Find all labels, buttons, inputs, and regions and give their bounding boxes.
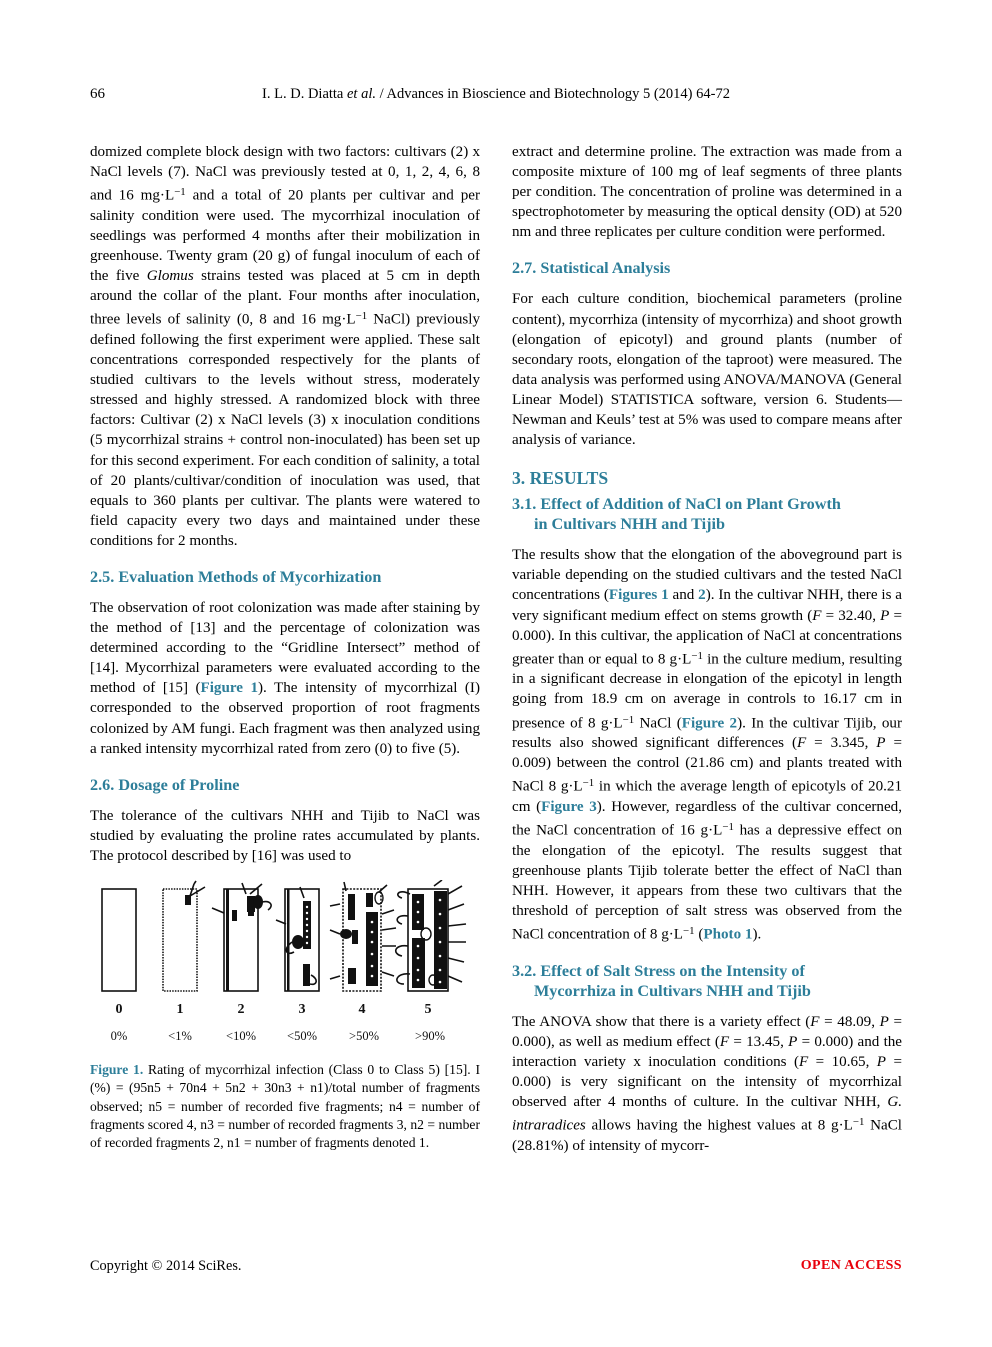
heading-2-5: 2.5. Evaluation Methods of Mycorhization (90, 568, 382, 586)
photo-1-reference[interactable]: Photo 1 (703, 926, 753, 943)
page-footer (90, 1258, 902, 1280)
stat-F-2: F (797, 735, 807, 752)
heading-3-2 (512, 961, 902, 1001)
svg-text:>90%: >90% (415, 1029, 445, 1044)
paragraph-proline-extraction: extract and determine proline. The extraction was made from a composite mixture of 100 mg of leaf segments of three plants per condition. The concentration of proline was determined in a spectrophotometer by measuring the optical density (OD) at 520 nm and three replicates per culture condition were performed. (512, 144, 902, 241)
stat-F-5: F (799, 1054, 809, 1070)
p3-o: ). (752, 926, 762, 943)
paragraph-methods-design (90, 142, 480, 551)
heading-3-results: 3. RESULTS (512, 468, 609, 489)
running-head-journal: / Advances in Bioscience and Biotechnology 5 (2014) 64-72 (376, 86, 730, 102)
p3-h: ). In the cultivar Tijib, our results also showed significant differences ( (512, 715, 902, 752)
p4-d: = 13.45, (729, 1033, 789, 1050)
p3-g: NaCl ( (634, 715, 682, 732)
paragraph-evaluation-methods (90, 598, 480, 759)
par2-text-a: The observation of root colonization was made after staining by the method of [13] and the percentage of colonization was determined according to the “Gridline Intersect” method of [14]. Mycorrhizal parameters were evaluated according to the method of [15] ( (90, 600, 480, 697)
paragraph-dosage-proline: The tolerance of the cultivars NHH and Tijib to NaCl was studied by evaluating the proline rates accumulated by plants. The protocol described by [16] was used to (90, 807, 480, 864)
superscript-minus-one-6: −1 (722, 821, 734, 834)
svg-text:3: 3 (298, 1002, 306, 1018)
open-access-badge: OPEN ACCESS (800, 1258, 902, 1273)
figure-3-reference[interactable]: Figure 3 (541, 799, 597, 816)
svg-text:<10%: <10% (226, 1029, 256, 1044)
running-head-authors: I. L. D. Diatta (262, 86, 347, 102)
svg-text:<1%: <1% (168, 1029, 192, 1044)
genus-glomus: Glomus (146, 268, 194, 285)
svg-text:2: 2 (237, 1002, 245, 1018)
superscript-minus-one-4: −1 (622, 713, 635, 726)
svg-text:<50%: <50% (287, 1029, 317, 1044)
stat-P-5: P (876, 1054, 887, 1070)
copyright-notice: Copyright © 2014 SciRes. (90, 1258, 242, 1274)
heading-2-7: 2.7. Statistical Analysis (512, 259, 671, 278)
svg-text:>50%: >50% (349, 1029, 379, 1044)
figure-1-caption-label: Figure 1. (90, 1062, 144, 1078)
p3-l: ). However, regardless of the cultivar concerned, the NaCl concentration of 16 g·L (512, 799, 902, 839)
p3-k: in which the average length of epicotyls of 20.21 cm ( (512, 778, 902, 816)
stat-F-1: F (812, 607, 822, 624)
paragraph-results-growth (512, 545, 902, 945)
paragraph-results-mycorrhiza (512, 1012, 902, 1156)
p4-g: = 0.000) is very significant on the intensity of mycorrhizal observed after 4 months of culture. In the cultivar NHH, (512, 1054, 902, 1111)
p4-e: = 0.000) and the interaction variety x inoculation conditions ( (512, 1033, 903, 1070)
par-text-a: domized complete block design with two factors: cultivars (2) x NaCl levels (7). NaCl was previously tested at 0, 1, 2, 4, 6, 8 and 16 mg·L (90, 144, 480, 204)
figure-1-reference[interactable]: Figure 1 (200, 680, 258, 697)
p3-f: in the culture medium, resulting in a significant decrease in elongation of the epicotyl in length going from 18.9 cm on average in controls to 16.17 cm in presence of 8 g·L (512, 651, 903, 732)
figure-class-labels (116, 1002, 432, 1017)
p4-a: The ANOVA show that there is a variety effect ( (512, 1013, 811, 1030)
p4-c: = 0.000), as well as medium effect ( (512, 1013, 902, 1050)
running-head-title (90, 86, 902, 103)
heading-3-2-line2: Mycorrhiza in Cultivars NHH and Tijib (534, 981, 811, 1000)
superscript-minus-one-8: −1 (852, 1116, 865, 1129)
svg-text:5: 5 (424, 1002, 432, 1018)
heading-3-1 (512, 494, 902, 534)
running-head-etal: et al. (347, 86, 376, 102)
superscript-minus-one-2: −1 (355, 310, 368, 323)
heading-3-1-line2: in Cultivars NHH and Tijib (534, 515, 726, 534)
svg-text:1: 1 (176, 1002, 184, 1018)
par-text-c: strains tested was placed at 5 cm in depth around the collar of the plant. Four months after inoculation, three levels of salinity (0, 8 and 16 mg·L (90, 268, 481, 328)
p3-j: = 0.009) between the control (21.86 cm) and plants treated with NaCl 8 g·L (512, 735, 902, 795)
p3-i: = 3.345, (806, 735, 877, 752)
p3-e: = 0.000). In this cultivar, the application of NaCl at concentrations greater than or equal to 8 g·L (512, 607, 902, 668)
p4-f: = 10.65, (808, 1054, 877, 1070)
stat-F-3: F (810, 1013, 820, 1030)
species-g-intraradices: G. intraradices (512, 1094, 902, 1134)
figure-1-caption-text: Rating of mycorrhizal infection (Class 0 to Class 5) [15]. I (%) = (95n5 + 70n4 + 5n2 + 30n3 + n1)/total number of fragments observed; n5 = number of recorded five fragments; n4 = number of fragments scored 4, n3 = number of recorded fragments 3, n2 = number of recorded fragments 2, n1 = number of fragments denoted 1. (90, 1062, 480, 1151)
heading-3-2-line1: 3.2. Effect of Salt Stress on the Intensity of (512, 961, 805, 980)
svg-text:4: 4 (358, 1002, 366, 1018)
p3-b: and (668, 587, 699, 604)
figure-2-reference-inline[interactable]: 2 (698, 587, 706, 604)
p3-m: has a depressive effect on the elongation of the epicotyl. The results suggest that greenhouse plants Tijib tolerate better the effect of NaCl than NHH. However, it appears from these two cultivars that the threshold of perception of salt stress was observed from the NaCl concentration of 8 g·L (512, 822, 902, 943)
page-number: 66 (90, 86, 105, 102)
p3-c: ). In the cultivar NHH, there is a very significant medium effect on stems growth ( (512, 587, 903, 624)
p3-d: = 32.40, (821, 607, 881, 624)
p4-h: allows having the highest values at 8 g·L (585, 1117, 853, 1134)
stat-P-2: P (876, 735, 886, 752)
figure-2-reference[interactable]: Figure 2 (681, 715, 738, 732)
figure-1-block (90, 880, 480, 1152)
stat-F-4: F (719, 1033, 730, 1050)
mycorrhizal-rating-diagram (90, 880, 480, 1052)
stat-P-3: P (879, 1013, 889, 1030)
stat-P-4: P (788, 1033, 798, 1050)
figure-percent-labels (111, 1029, 445, 1043)
par-text-d: NaCl) previously defined following the first experiment were applied. These salt concentrations corresponded respectively for the plants of studied cultivars to the levels without stress, moderately stressed and highly stressed. A randomized block with three factors: Cultivar (2) x NaCl levels (3) x inoculation conditions (5 mycorrhizal strains + control non-inoculated) has been set up for this second experiment. For each condition of salinity, a total of 20 plants/cultivar/condition of inoculation was used, that equals to 360 plants per cultivar. The plants were watered to field capacity every two days and maintained under these conditions for 2 months. (90, 311, 481, 549)
left-column (90, 142, 480, 1153)
par2-text-b: ). The intensity of mycorrhizal (I) corresponded to the observed proportion of root fragments colonized by AM fungi. Each fragment was then analyzed using a ranked intensity mycorrhizal rated from zero (0) to five (5). (90, 680, 480, 757)
svg-text:0: 0 (115, 1002, 123, 1018)
superscript-minus-one-3: −1 (691, 649, 703, 662)
p4-b: = 48.09, (819, 1013, 880, 1030)
par-text-b: and a total of 20 plants per cultivar and per salinity condition were used. The mycorrhizal inoculation of seedlings was performed 4 months after their mobilization in greenhouse. Twenty gram (20 g) of fungal inoculum of each of the five (90, 187, 481, 285)
superscript-minus-one-1: −1 (174, 186, 186, 199)
superscript-minus-one-7: −1 (683, 925, 695, 938)
figure-1-image (90, 880, 480, 1052)
superscript-minus-one-5: −1 (582, 777, 595, 790)
stat-P-1: P (880, 607, 890, 624)
heading-3-1-line1: 3.1. Effect of Addition of NaCl on Plant Growth (512, 495, 841, 514)
p4-i: NaCl (28.81%) of intensity of mycorr- (512, 1117, 902, 1154)
running-head (90, 86, 902, 108)
right-column (512, 142, 902, 1156)
figures-1-reference[interactable]: Figures 1 (608, 587, 669, 604)
paragraph-statistical-analysis: For each culture condition, biochemical parameters (proline content), mycorrhiza (intensity of mycorrhiza) and shoot growth (elongation of epicotyl) and ground plants (number of secondary roots, elongation of the taproot) were measured. The data analysis was performed using ANOVA/MANOVA (General Linear Model) STATISTICA software, version 6. Students—Newman and Keuls’ test at 5% was used to compare means after analysis of variance. (512, 291, 902, 449)
p3-n: ( (694, 926, 704, 943)
figure-1-caption (90, 1061, 480, 1152)
heading-2-6: 2.6. Dosage of Proline (90, 775, 240, 794)
svg-text:0%: 0% (110, 1029, 128, 1044)
p3-a: The results show that the elongation of the aboveground part is variable depending on the studied cultivars and the tested NaCl concentrations ( (512, 547, 902, 604)
